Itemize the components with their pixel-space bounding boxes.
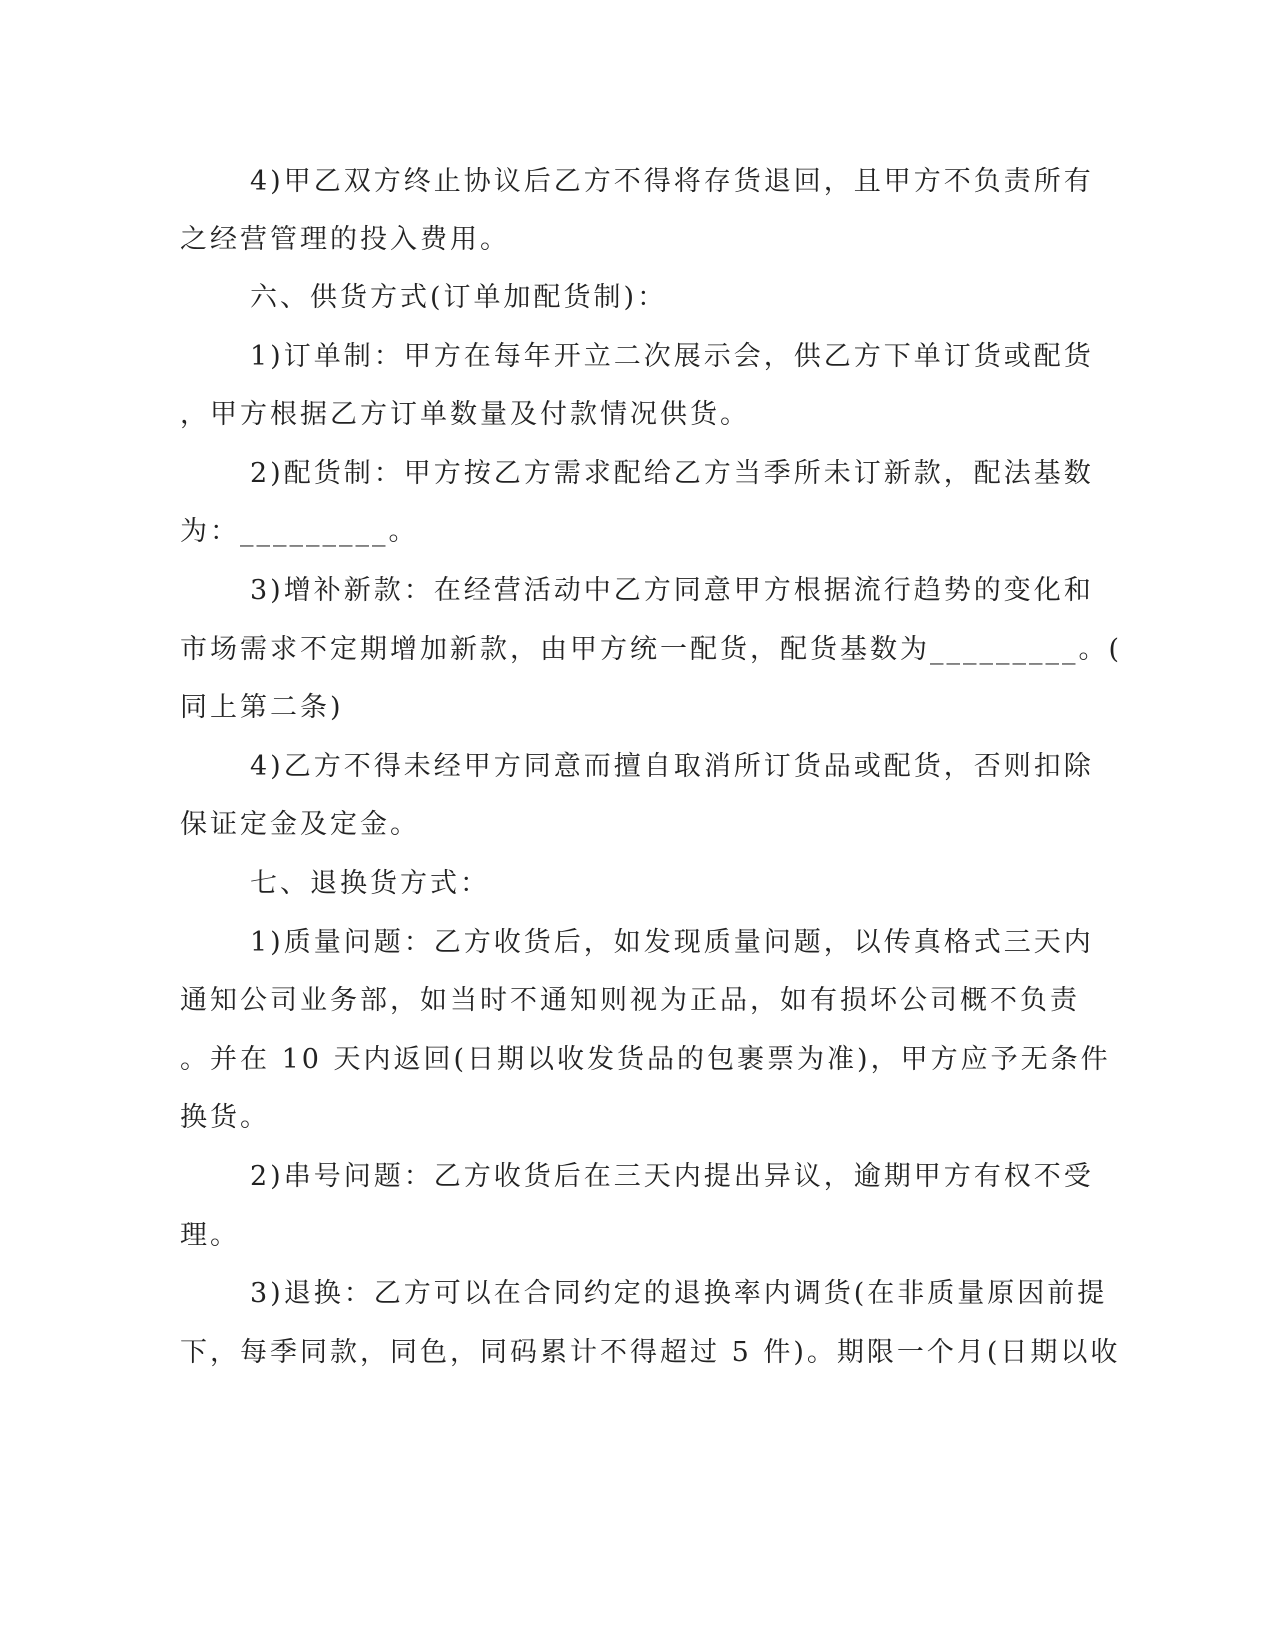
text-line: 2)配货制：甲方按乙方需求配给乙方当季所未订新款，配法基数 [250,458,1094,489]
text-line: 同上第二条) [180,692,344,723]
text-line: 2)串号问题：乙方收货后在三天内提出异议，逾期甲方有权不受 [250,1161,1094,1192]
text-line: 市场需求不定期增加新款，由甲方统一配货，配货基数为_________。( [180,634,1123,665]
text-line: 通知公司业务部，如当时不通知则视为正品，如有损坏公司概不负责 [180,985,1080,1016]
text-line: ，甲方根据乙方订单数量及付款情况供货。 [180,399,750,430]
text-line: 1)订单制：甲方在每年开立二次展示会，供乙方下单订货或配货 [250,341,1094,372]
text-line: 3)退换：乙方可以在合同约定的退换率内调货(在非质量原因前提 [250,1278,1108,1309]
text-line: 换货。 [180,1102,270,1133]
text-line: 3)增补新款：在经营活动中乙方同意甲方根据流行趋势的变化和 [250,575,1094,606]
text-line: 4)甲乙双方终止协议后乙方不得将存货退回，且甲方不负责所有 [250,166,1094,197]
text-line: 为：_________。 [180,516,419,547]
text-line: 理。 [180,1220,240,1251]
text-line: 之经营管理的投入费用。 [180,224,510,255]
text-line: 。并在 10 天内返回(日期以收发货品的包裹票为准)，甲方应予无条件 [180,1044,1111,1075]
text-line: 下，每季同款，同色，同码累计不得超过 5 件)。期限一个月(日期以收 [180,1337,1121,1368]
text-line: 保证定金及定金。 [180,809,420,840]
text-line: 4)乙方不得未经甲方同意而擅自取消所订货品或配货，否则扣除 [250,751,1094,782]
section-heading: 六、供货方式(订单加配货制)： [250,282,668,313]
section-heading: 七、退换货方式： [250,868,490,899]
text-line: 1)质量问题：乙方收货后，如发现质量问题，以传真格式三天内 [250,927,1094,958]
